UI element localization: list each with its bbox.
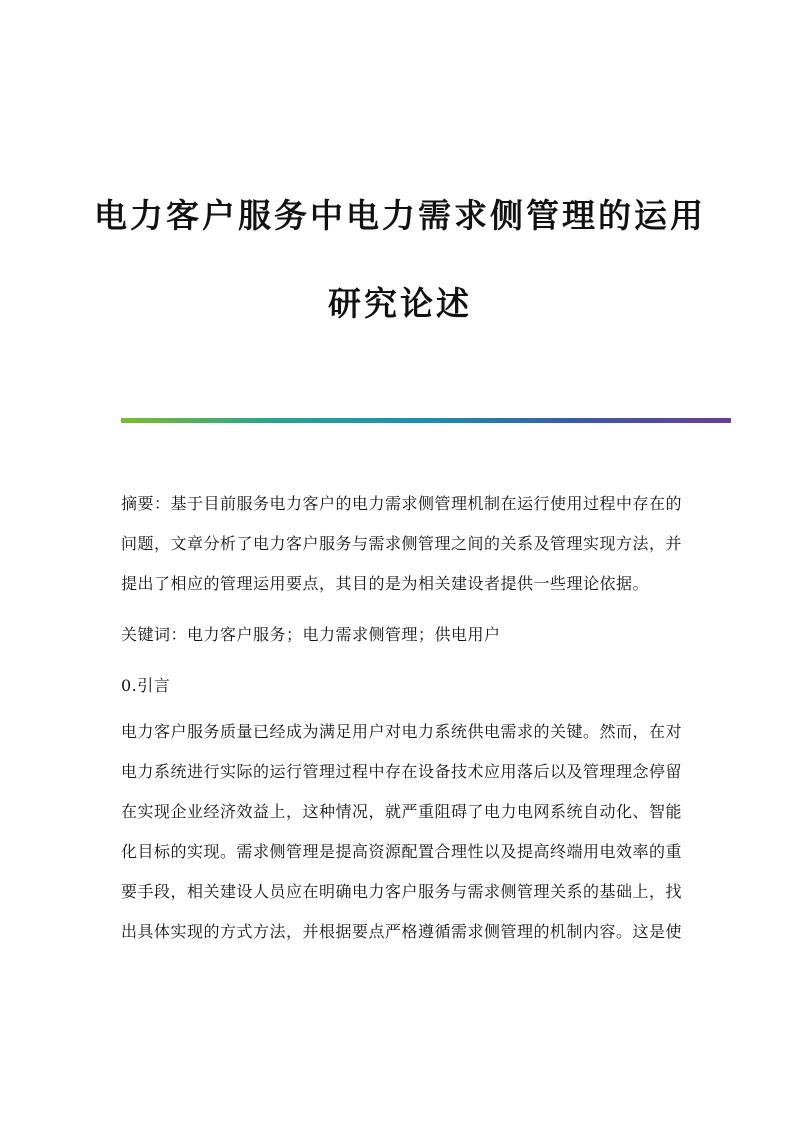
abstract-paragraph (121, 484, 681, 604)
section-heading-introduction: 0.引言 (121, 676, 171, 695)
abstract-line: 问题，文章分析了电力客户服务与需求侧管理之间的关系及管理实现方法，并 (121, 534, 683, 553)
document-title-line-1: 电力客户服务中电力需求侧管理的运用 (94, 196, 706, 235)
intro-line: 出具体实现的方式方法，并根据要点严格遵循需求侧管理的机制内容。这是使 (121, 922, 683, 941)
introduction-paragraph (121, 712, 681, 952)
intro-line: 在实现企业经济效益上，这种情况，就严重阻碍了电力电网系统自动化、智能 (121, 802, 683, 821)
intro-line: 电力系统进行实际的运行管理过程中存在设备技术应用落后以及管理理念停留 (121, 762, 683, 781)
intro-line: 要手段，相关建设人员应在明确电力客户服务与需求侧管理关系的基础上，找 (121, 882, 683, 901)
intro-line: 化目标的实现。需求侧管理是提高资源配置合理性以及提高终端用电效率的重 (121, 842, 683, 861)
intro-line: 电力客户服务质量已经成为满足用户对电力系统供电需求的关键。然而，在对 (121, 722, 683, 741)
document-title-line-2: 研究论述 (328, 284, 472, 323)
keywords-line: 关键词：电力客户服务；电力需求侧管理；供电用户 (121, 625, 501, 644)
abstract-line: 提出了相应的管理运用要点，其目的是为相关建设者提供一些理论依据。 (121, 574, 650, 593)
abstract-line: 摘要：基于目前服务电力客户的电力需求侧管理机制在运行使用过程中存在的 (121, 494, 683, 513)
title-divider (121, 418, 731, 423)
